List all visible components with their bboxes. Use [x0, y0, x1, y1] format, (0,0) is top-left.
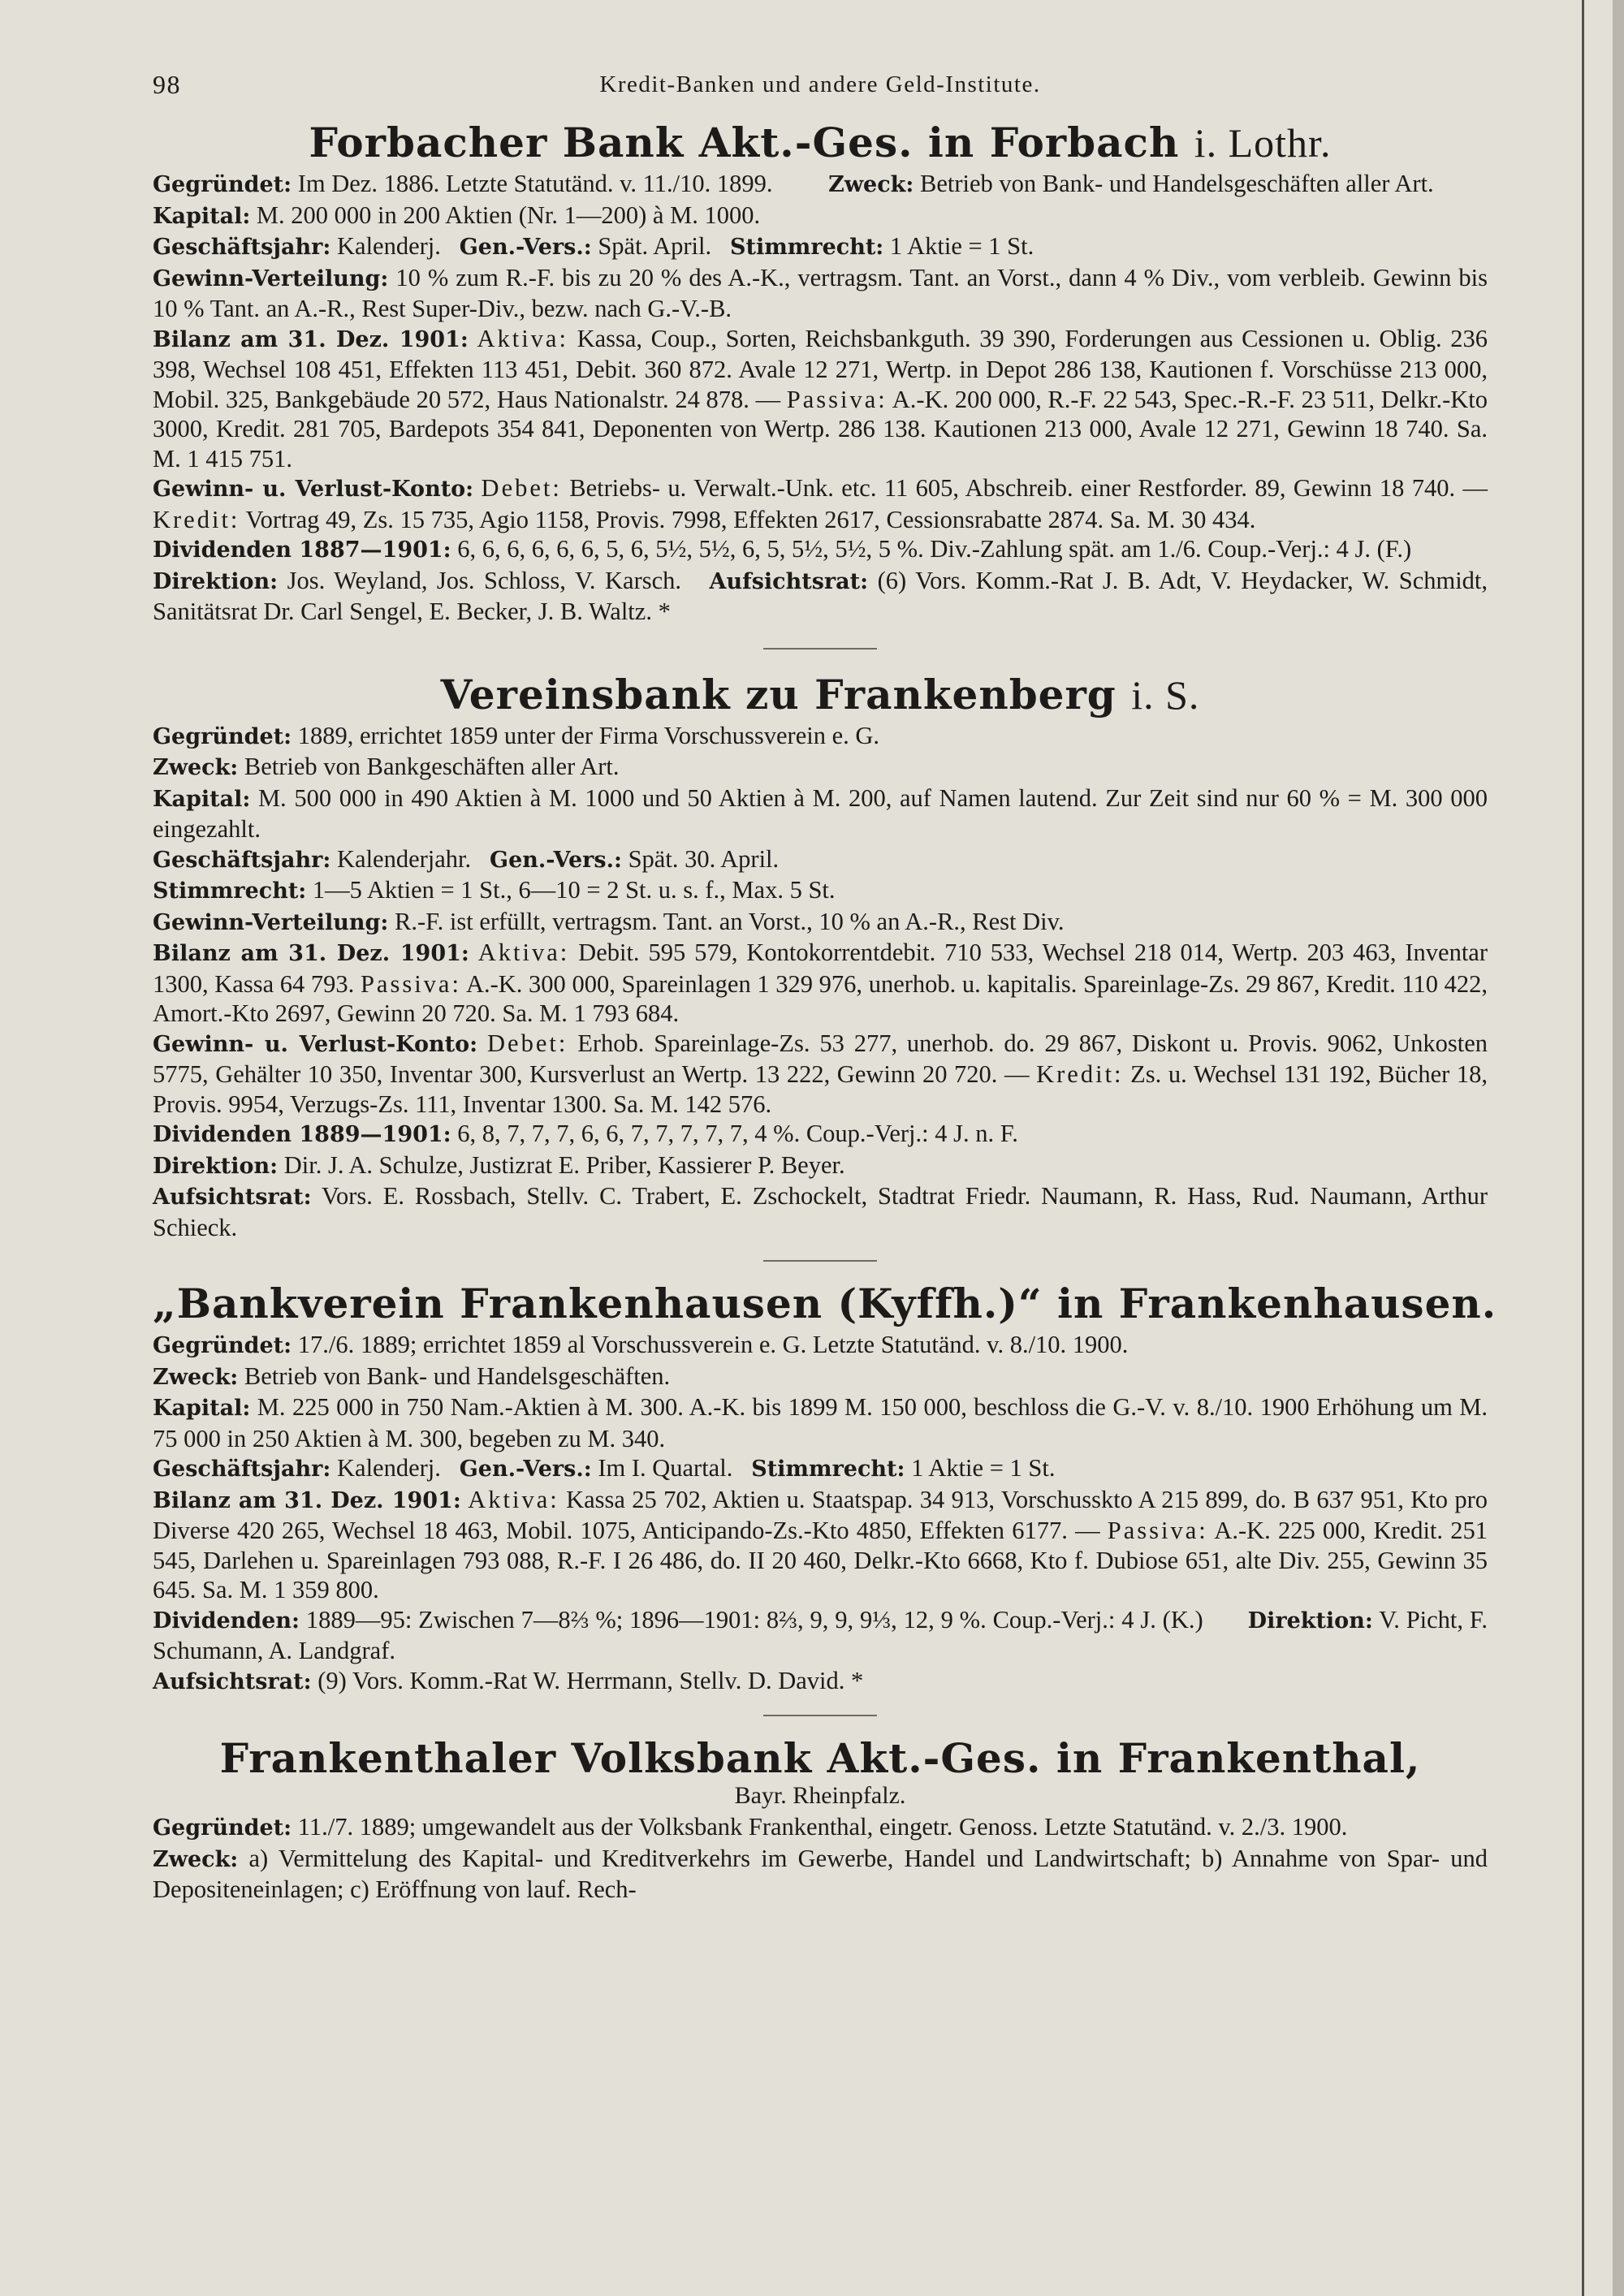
field-paragraph — [153, 1666, 1488, 1698]
kredit-label: Kredit: — [153, 505, 240, 533]
field-paragraph — [153, 721, 1488, 753]
aktiva-text: Kassa, Coup., Sorten, Reichsbankguth. 39 390, Forderungen aus Cessionen u. Oblig. 236 398, Wechsel 108 451, Effekten 113 451, Debit. 360 872. Avale 12 271, Wertp. in Depot 286 138, Kautionen f. Vorschüsse 213 000, Mobil. 325, Bankgebäude 20 572, Haus Nationalstr. 24 878. — — [153, 324, 1488, 413]
field-paragraph — [153, 1150, 1488, 1182]
page-edge-shadow — [1613, 0, 1624, 2296]
field-paragraph — [153, 752, 1488, 783]
field-paragraph — [153, 1330, 1488, 1362]
page-content — [153, 70, 1497, 1905]
field-label: Gewinn- u. Verlust-Konto: — [153, 1031, 478, 1057]
debet-text: Erhob. Spareinlage-Zs. 53 277, unerhob. do. 29 867, Diskont u. Provis. 9062, Unkosten 5775, Gehälter 10 350, Inventar 300, Kursverlust an Wertp. 13 222, Gewinn 20 720. — — [153, 1029, 1488, 1088]
field-label: Stimmrecht: — [730, 235, 884, 260]
entry-title — [153, 1734, 1488, 1783]
field-label: Aufsichtsrat: — [153, 1668, 312, 1694]
field-label: Dividenden: — [153, 1608, 300, 1634]
field-paragraph — [153, 1029, 1488, 1120]
entry-title-main: Vereinsbank zu Frankenberg — [440, 670, 1116, 719]
entry-forbacher-bank — [153, 119, 1488, 627]
field-text: 1889, errichtet 1859 unter der Firma Vorschussverein e. G. — [297, 721, 880, 749]
field-text: Kalenderj. — [337, 232, 441, 260]
field-label: Direktion: — [153, 1153, 279, 1179]
debet-label: Debet: — [481, 474, 562, 502]
field-label: Gegründet: — [153, 172, 292, 197]
field-paragraph — [153, 201, 1488, 232]
passiva-text: A.-K. 300 000, Spareinlagen 1 329 976, unerhob. u. kapitalis. Spareinlage-Zs. 29 867, Kredit. 110 422, Amort.-Kto 2697, Gewinn 20 720. Sa. M. 1 793 684. — [153, 969, 1488, 1027]
field-label: Kapital: — [153, 786, 251, 812]
running-head-title: Kredit-Banken und andere Geld-Institute. — [599, 71, 1041, 97]
field-text: Jos. Weyland, Jos. Schloss, V. Karsch. — [287, 566, 682, 594]
entry-title-suffix: i. S. — [1131, 671, 1200, 718]
field-paragraph — [153, 1812, 1488, 1844]
debet-label: Debet: — [487, 1029, 568, 1057]
field-paragraph — [153, 534, 1488, 566]
field-label: Aufsichtsrat: — [153, 1185, 312, 1210]
field-label: Aufsichtsrat: — [709, 568, 869, 594]
field-paragraph — [153, 263, 1488, 324]
field-label: Kapital: — [153, 203, 251, 229]
field-paragraph — [153, 844, 1488, 876]
entry-frankenthaler-volksbank — [153, 1734, 1488, 1905]
field-paragraph — [153, 1485, 1488, 1605]
field-text: (9) Vors. Komm.-Rat W. Herrmann, Stellv. D. David. * — [317, 1666, 864, 1694]
section-divider — [763, 1715, 877, 1716]
field-label: Direktion: — [1247, 1608, 1373, 1634]
field-text: V. Picht, F. Schumann, A. Landgraf. — [153, 1605, 1488, 1664]
field-text: Spät. 30. April. — [628, 844, 780, 873]
running-head — [153, 70, 1488, 119]
passiva-text: A.-K. 200 000, R.-F. 22 543, Spec.-R.-F. 23 511, Delkr.-Kto 3000, Kredit. 281 705, Bardepots 354 841, Deponenten von Wertp. 286 138. Kautionen 213 000, Avale 12 271, Gewinn 18 740. Sa. M. 1 415 751. — [153, 385, 1488, 473]
field-label: Dividenden 1889—1901: — [153, 1122, 451, 1147]
entry-title-main: „Bankverein Frankenhausen (Kyffh.)“ in Frankenhausen. — [153, 1280, 1497, 1327]
field-paragraph — [153, 473, 1488, 534]
kredit-text: Zs. u. Wechsel 131 192, Bücher 18, Provis. 9954, Verzugs-Zs. 111, Inventar 1300. Sa. M. 142 576. — [153, 1060, 1488, 1118]
field-label: Gegründet: — [153, 723, 292, 749]
passiva-label: Passiva: — [360, 969, 461, 998]
field-paragraph — [153, 1844, 1488, 1905]
field-label: Bilanz am 31. Dez. 1901: — [153, 326, 469, 352]
field-text: Kalenderj. — [337, 1454, 441, 1482]
field-label: Gen.-Vers.: — [490, 847, 622, 873]
field-text: 10 % zum R.-F. bis zu 20 % des A.-K., vertragsm. Tant. an Vorst., dann 4 % Div., vom verbleib. Gewinn bis 10 % Tant. an A.-R., Rest Super-Div., bezw. nach G.-V.-B. — [153, 263, 1488, 322]
field-paragraph — [153, 783, 1488, 844]
entry-title-suffix: i. Lothr. — [1194, 120, 1332, 166]
field-label: Gen.-Vers.: — [459, 235, 592, 260]
field-label: Kapital: — [153, 1396, 251, 1421]
aktiva-label: Aktiva: — [468, 1485, 559, 1513]
field-text: Betrieb von Bankgeschäften aller Art. — [244, 753, 620, 780]
field-label: Gen.-Vers.: — [459, 1457, 592, 1482]
field-text: M. 500 000 in 490 Aktien à M. 1000 und 50 Aktien à M. 200, auf Namen lautend. Zur Zeit sind nur 60 % = M. 300 000 eingezahlt. — [153, 783, 1488, 843]
field-label: Bilanz am 31. Dez. 1901: — [153, 941, 469, 966]
field-label: Gewinn- u. Verlust-Konto: — [153, 477, 474, 502]
field-paragraph — [153, 1605, 1488, 1666]
field-text: 17./6. 1889; errichtet 1859 al Vorschussverein e. G. Letzte Statutänd. v. 8./10. 1900. — [297, 1331, 1129, 1358]
field-text: Vors. E. Rossbach, Stellv. C. Trabert, E. Zschockelt, Stadtrat Friedr. Naumann, R. Hass, Rud. Naumann, Arthur Schieck. — [153, 1182, 1488, 1241]
field-text: 1 Aktie = 1 St. — [889, 232, 1034, 260]
section-divider — [763, 1260, 877, 1262]
field-text: 6, 8, 7, 7, 7, 6, 6, 7, 7, 7, 7, 7, 4 %. Coup.-Verj.: 4 J. n. F. — [457, 1120, 1018, 1147]
entry-title-main: Forbacher Bank Akt.-Ges. in Forbach — [309, 119, 1180, 166]
field-label: Stimmrecht: — [751, 1457, 905, 1482]
field-text: Im Dez. 1886. Letzte Statutänd. v. 11./10. 1899. — [297, 170, 773, 197]
debet-text: Betriebs- u. Verwalt.-Unk. etc. 11 605, Abschreib. einer Restforder. 89, Gewinn 18 740. — — [569, 474, 1488, 502]
field-paragraph — [153, 566, 1488, 627]
entry-title — [153, 119, 1488, 167]
entry-vereinsbank-frankenberg — [153, 671, 1488, 1243]
field-text: M. 200 000 in 200 Aktien (Nr. 1—200) à M. 1000. — [256, 201, 761, 229]
field-label: Dividenden 1887—1901: — [153, 537, 451, 563]
field-paragraph — [153, 1453, 1488, 1485]
field-paragraph — [153, 938, 1488, 1029]
field-label: Zweck: — [153, 1364, 239, 1390]
field-text: 1—5 Aktien = 1 St., 6—10 = 2 St. u. s. f., Max. 5 St. — [312, 876, 836, 904]
field-paragraph — [153, 324, 1488, 474]
kredit-text: Vortrag 49, Zs. 15 735, Agio 1158, Provis. 7998, Effekten 2617, Cessionsrabatte 2874. Sa. M. 30 434. — [245, 505, 1256, 533]
passiva-label: Passiva: — [1107, 1517, 1208, 1544]
kredit-label: Kredit: — [1036, 1060, 1124, 1088]
field-label: Zweck: — [153, 755, 239, 780]
entry-title-main: Frankenthaler Volksbank Akt.-Ges. in Frankenthal, — [219, 1734, 1421, 1782]
field-label: Geschäftsjahr: — [153, 235, 331, 260]
field-paragraph — [153, 907, 1488, 939]
field-label: Gegründet: — [153, 1333, 292, 1358]
passiva-label: Passiva: — [786, 385, 888, 413]
field-paragraph — [153, 1362, 1488, 1393]
field-text: Betrieb von Bank- und Handelsgeschäften. — [244, 1362, 671, 1390]
aktiva-text: Kassa 25 702, Aktien u. Staatspap. 34 913, Vorschusskto A 215 899, do. B 637 951, Kto pro Diverse 420 265, Wechsel 18 463, Mobil. 1075, Anticipando-Zs.-Kto 4850, Effekten 6177. — — [153, 1485, 1488, 1544]
field-label: Geschäftsjahr: — [153, 1457, 331, 1482]
entry-title — [153, 671, 1488, 719]
passiva-text: A.-K. 225 000, Kredit. 251 545, Darlehen u. Spareinlagen 793 088, R.-F. I 26 486, do. II 20 460, Delkr.-Kto 6668, Kto f. Dubiose 651, alte Div. 255, Gewinn 35 645. Sa. M. 1 359 800. — [153, 1517, 1488, 1603]
field-text: Betrieb von Bank- und Handelsgeschäften aller Art. — [919, 170, 1434, 197]
field-text: 1 Aktie = 1 St. — [911, 1454, 1056, 1482]
field-text: R.-F. ist erfüllt, vertragsm. Tant. an Vorst., 10 % an A.-R., Rest Div. — [395, 907, 1065, 935]
field-text: (6) Vors. Komm.-Rat J. B. Adt, V. Heydacker, W. Schmidt, Sanitätsrat Dr. Carl Sengel, E. Becker, J. B. Waltz. * — [153, 566, 1488, 625]
field-label: Direktion: — [153, 568, 279, 594]
field-paragraph — [153, 231, 1488, 263]
field-paragraph — [153, 169, 1488, 201]
field-label: Stimmrecht: — [153, 878, 307, 904]
entry-title — [153, 1280, 1497, 1328]
aktiva-text: Debit. 595 579, Kontokorrentdebit. 710 533, Wechsel 218 014, Wertp. 203 463, Inventar 1300, Kassa 64 793. — [153, 939, 1488, 998]
field-text: M. 225 000 in 750 Nam.-Aktien à M. 300. A.-K. bis 1899 M. 150 000, beschloss die G.-V. v. 8./10. 1900 Erhöhung um M. 75 000 in 250 Aktien à M. 300, begeben zu M. 340. — [153, 1393, 1488, 1452]
entry-bankverein-frankenhausen — [153, 1280, 1497, 1697]
entry-subtitle: Bayr. Rheinpfalz. — [734, 1782, 906, 1809]
field-text: Dir. J. A. Schulze, Justizrat E. Priber, Kassierer P. Beyer. — [283, 1150, 845, 1179]
field-text: Spät. April. — [598, 232, 712, 260]
field-label: Geschäftsjahr: — [153, 847, 331, 873]
field-label: Gegründet: — [153, 1815, 292, 1841]
section-divider — [763, 648, 877, 650]
field-text: 11./7. 1889; umgewandelt aus der Volksbank Frankenthal, eingetr. Genoss. Letzte Statutänd. v. 2./3. 1900. — [297, 1813, 1348, 1841]
field-text: Im I. Quartal. — [598, 1454, 733, 1482]
field-label: Zweck: — [828, 172, 914, 197]
field-text: a) Vermittelung des Kapital- und Kreditverkehrs im Gewerbe, Handel und Landwirtschaft; b) Annahme von Spar- und Depositeneinlagen; c) Eröffnung von lauf. Rech- — [153, 1844, 1488, 1903]
field-label: Bilanz am 31. Dez. 1901: — [153, 1487, 461, 1513]
field-paragraph — [153, 1392, 1488, 1453]
aktiva-label: Aktiva: — [477, 939, 570, 966]
field-paragraph — [153, 1119, 1488, 1150]
field-paragraph — [153, 875, 1488, 907]
page-edge-line — [1582, 0, 1584, 2296]
page-number: 98 — [153, 70, 181, 99]
field-text: 1889—95: Zwischen 7—8⅔ %; 1896—1901: 8⅔, 9, 9, 9⅓, 12, 9 %. Coup.-Verj.: 4 J. (K.) — [305, 1605, 1203, 1634]
field-label: Zweck: — [153, 1846, 239, 1872]
field-text: 6, 6, 6, 6, 6, 6, 5, 6, 5½, 5½, 6, 5, 5½, 5½, 5 %. Div.-Zahlung spät. am 1./6. Coup.-Verj.: 4 J. (F.) — [457, 535, 1412, 563]
aktiva-label: Aktiva: — [477, 324, 568, 352]
field-paragraph — [153, 1181, 1488, 1242]
field-label: Gewinn-Verteilung: — [153, 265, 389, 291]
field-label: Gewinn-Verteilung: — [153, 909, 389, 935]
field-text: Kalenderjahr. — [337, 844, 472, 873]
